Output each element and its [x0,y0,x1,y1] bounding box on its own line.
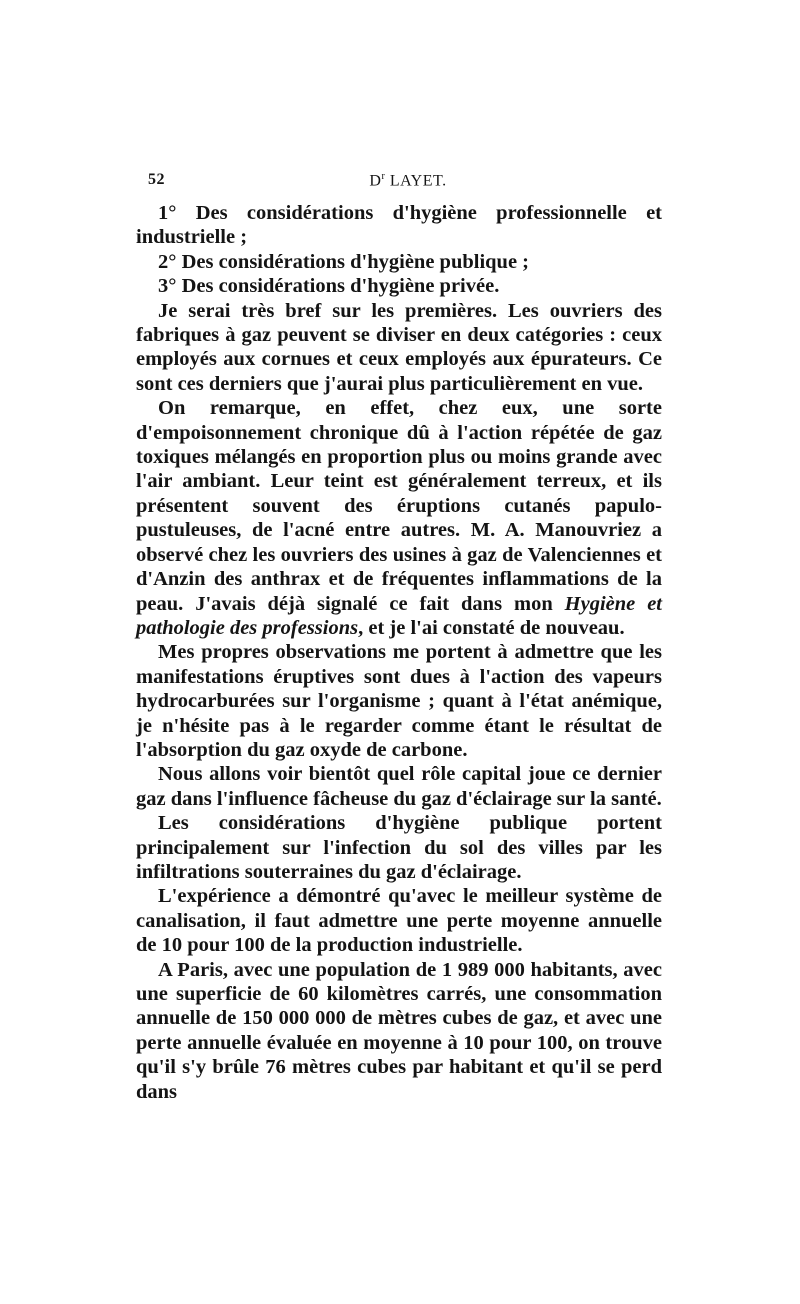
book-title: Hygiène et pathologie des professions [136,592,662,639]
paragraph: A Paris, avec une population de 1 989 000 habitants, avec une superficie de 60 kilomètres carrés, une consommation annuelle de 150 000 000 de mètres cubes de gaz, et avec une perte annuelle évaluée en moyenne à 10 pour 100, on trouve qu'il s'y brûle 76 mètres cubes par habitant et qu'il se perd dans [136,958,662,1103]
body-text [136,201,662,1104]
author-prefix: D [369,172,382,190]
author-name: LAYET. [385,172,447,190]
paragraph: Nous allons voir bientôt quel rôle capital joue ce dernier gaz dans l'influence fâcheuse du gaz d'éclairage sur la santé. [136,763,662,810]
paragraph: 2° Des considérations d'hygiène publique ; [158,250,529,273]
author-superscript: r [381,171,386,182]
paragraph: Les considérations d'hygiène publique portent principalement sur l'infection du sol des villes par les infiltrations souterraines du gaz d'éclairage. [136,812,662,883]
paragraph: 1° Des considérations d'hygiène professionnelle et industrielle ; [136,202,662,249]
paragraph: 3° Des considérations d'hygiène privée. [158,275,500,298]
page-number: 52 [148,171,165,188]
page-header [148,171,668,195]
paragraph-tail: , et je l'ai constaté de nouveau. [358,616,625,639]
paragraph: Je serai très bref sur les premières. Les ouvriers des fabriques à gaz peuvent se diviser en deux catégories : ceux employés aux cornues et ceux employés aux épurateurs. Ce sont ces derniers que j'aurai plus particulièrement en vue. [136,299,662,395]
paragraph: Mes propres observations me portent à admettre que les manifestations éruptives sont dues à l'action des vapeurs hydrocarburées sur l'organisme ; quant à l'état anémique, je n'hésite pas à le regarder comme étant le résultat de l'absorption du gaz oxyde de carbone. [136,641,662,761]
paragraph-text: On remarque, en effet, chez eux, une sorte d'empoisonnement chronique dû à l'action répétée de gaz toxiques mélangés en proportion plus ou moins grande avec l'air ambiant. Leur teint est généralement terreux, et ils présentent souvent des éruptions cutanés papulo-pustuleuses, de l'acné entre autres. M. A. Manouvriez a observé chez les ouvriers des usines à gaz de Valenciennes et d'Anzin des anthrax et de fréquentes inflammations de la peau. J'avais déjà signalé ce fait dans mon [136,397,662,615]
paragraph [136,396,662,640]
paragraph: L'expérience a démontré qu'avec le meilleur système de canalisation, il faut admettre une perte moyenne annuelle de 10 pour 100 de la production industrielle. [136,885,662,957]
running-head [148,171,668,190]
